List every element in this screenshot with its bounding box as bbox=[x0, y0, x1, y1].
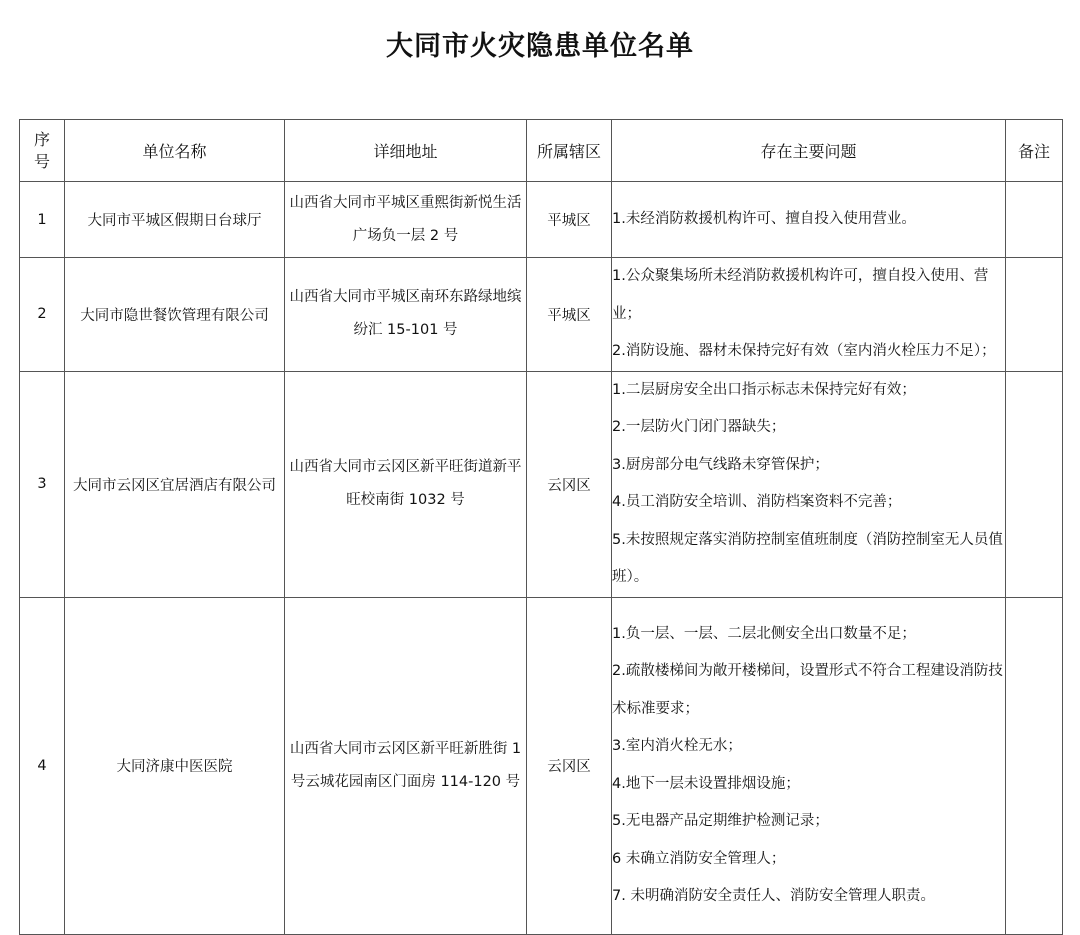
table-row bbox=[20, 182, 1063, 258]
issue-item: 1.二层厨房安全出口指示标志未保持完好有效； bbox=[612, 381, 916, 398]
issue-item: 2.一层防火门闭门器缺失； bbox=[612, 419, 786, 435]
unit-district: 云冈区 bbox=[527, 597, 612, 934]
row-index: 4 bbox=[20, 597, 65, 934]
unit-district: 平城区 bbox=[527, 182, 612, 258]
issue-item: 1.公众聚集场所未经消防救援机构许可，擅自投入使用、营业； bbox=[612, 268, 989, 322]
unit-name: 大同市隐世餐饮管理有限公司 bbox=[65, 258, 285, 372]
header-address: 详细地址 bbox=[285, 120, 527, 182]
row-index: 2 bbox=[20, 258, 65, 372]
unit-address: 山西省大同市云冈区新平旺新胜街 1 号云城花园南区门面房 114-120 号 bbox=[285, 597, 527, 934]
issue-item: 2.消防设施、器材未保持完好有效（室内消火栓压力不足）； bbox=[612, 343, 996, 359]
unit-district: 云冈区 bbox=[527, 371, 612, 597]
unit-remark bbox=[1006, 182, 1063, 258]
unit-name: 大同市平城区假期日台球厅 bbox=[65, 182, 285, 258]
issue-item: 4.员工消防安全培训、消防档案资料不完善； bbox=[612, 494, 902, 510]
issue-item: 6 未确立消防安全管理人； bbox=[612, 850, 786, 867]
issue-item: 1.未经消防救援机构许可、擅自投入使用营业。 bbox=[612, 210, 916, 227]
header-name: 单位名称 bbox=[65, 120, 285, 182]
unit-remark bbox=[1006, 371, 1063, 597]
issue-list bbox=[612, 258, 1006, 372]
hazard-units-table bbox=[19, 119, 1063, 935]
unit-address: 山西省大同市平城区重熙街新悦生活广场负一层 2 号 bbox=[285, 182, 527, 258]
unit-address: 山西省大同市云冈区新平旺街道新平旺校南街 1032 号 bbox=[285, 371, 527, 597]
issue-item: 1.负一层、一层、二层北侧安全出口数量不足； bbox=[612, 625, 916, 642]
issue-list bbox=[612, 182, 1006, 258]
row-index: 3 bbox=[20, 371, 65, 597]
row-index: 1 bbox=[20, 182, 65, 258]
issue-item: 7. 未明确消防安全责任人、消防安全管理人职责。 bbox=[612, 888, 935, 904]
issue-item: 2.疏散楼梯间为敞开楼梯间，设置形式不符合工程建设消防技术标准要求； bbox=[612, 663, 1003, 717]
header-issues: 存在主要问题 bbox=[612, 120, 1006, 182]
table-row bbox=[20, 371, 1063, 597]
issue-list bbox=[612, 597, 1006, 934]
header-index: 序号 bbox=[20, 120, 65, 182]
page-title: 大同市火灾隐患单位名单 bbox=[386, 31, 694, 62]
unit-remark bbox=[1006, 597, 1063, 934]
header-district: 所属辖区 bbox=[527, 120, 612, 182]
unit-name: 大同市云冈区宜居酒店有限公司 bbox=[65, 371, 285, 597]
issue-list bbox=[612, 371, 1006, 597]
unit-name: 大同济康中医医院 bbox=[65, 597, 285, 934]
issue-item: 3.室内消火栓无水； bbox=[612, 738, 742, 754]
issue-item: 5.未按照规定落实消防控制室值班制度（消防控制室无人员值班）。 bbox=[612, 531, 1003, 585]
table-row bbox=[20, 597, 1063, 934]
unit-remark bbox=[1006, 258, 1063, 372]
issue-item: 4.地下一层未设置排烟设施； bbox=[612, 775, 800, 792]
unit-address: 山西省大同市平城区南环东路绿地缤纷汇 15-101 号 bbox=[285, 258, 527, 372]
issue-item: 5.无电器产品定期维护检测记录； bbox=[612, 813, 829, 829]
issue-item: 3.厨房部分电气线路未穿管保护； bbox=[612, 456, 829, 473]
unit-district: 平城区 bbox=[527, 258, 612, 372]
table-header-row bbox=[20, 120, 1063, 182]
header-remark: 备注 bbox=[1006, 120, 1063, 182]
table-row bbox=[20, 258, 1063, 372]
